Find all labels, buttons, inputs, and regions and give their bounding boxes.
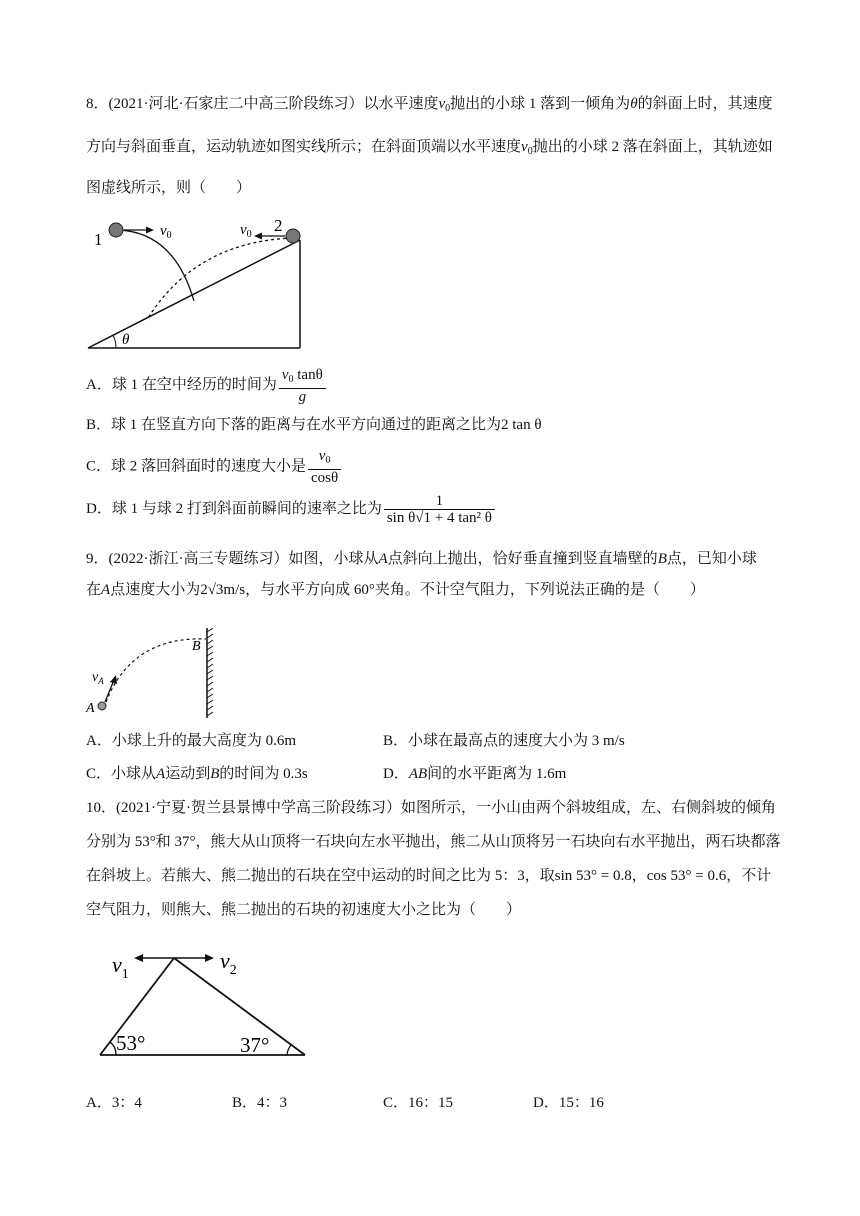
q9-option-d[interactable] bbox=[383, 764, 566, 784]
v2-label: $v_2$ bbox=[220, 948, 237, 978]
fraction-denominator: sin θ√1 + 4 tan² θ bbox=[386, 510, 492, 527]
q9-text: 点斜向上抛出，恰好垂直撞到竖直墙壁的 bbox=[387, 551, 658, 567]
v0-subscript: 0 bbox=[445, 103, 451, 114]
q8-v0-label-2: $v_0$ bbox=[240, 222, 252, 240]
q8-option-d[interactable] bbox=[86, 490, 497, 528]
ball-1 bbox=[109, 223, 123, 237]
q8-text: 抛出的小球 2 落在斜面上，其轨迹如 bbox=[532, 139, 773, 155]
q10-stem-line4: 空气阻力，则熊大、熊二抛出的石块的初速度大小之比为（ ） bbox=[86, 902, 522, 918]
q8-text: 的斜面上时，其速度 bbox=[637, 96, 773, 112]
v0-subscript: 0 bbox=[288, 373, 294, 385]
option-text: 的时间为 0.3s bbox=[219, 766, 308, 782]
q9-option-b[interactable]: B．小球在最高点的速度大小为 3 m/s bbox=[383, 733, 625, 749]
q10-text: 在斜坡上。若熊大、熊二抛出的石块在空中运动的时间之比为 5：3，取 bbox=[86, 868, 555, 884]
point-a: A bbox=[101, 582, 111, 598]
point-a: A bbox=[156, 766, 166, 782]
q8-angle-label: θ bbox=[122, 332, 130, 348]
ball-2 bbox=[286, 229, 300, 243]
q10-option-b[interactable]: B．4：3 bbox=[232, 1095, 288, 1111]
option-text: 间的水平距离为 1.6m bbox=[427, 766, 567, 782]
point-a: A bbox=[378, 551, 388, 567]
q9-text: 9．(2022·浙江·高三专题练习）如图，小球从 bbox=[86, 551, 379, 567]
q8-figure bbox=[86, 214, 316, 354]
v1-label: $v_1$ bbox=[112, 952, 129, 982]
angle-53-label: 53° bbox=[116, 1031, 146, 1055]
q10-stem-line3: 在斜坡上。若熊大、熊二抛出的石块在空中运动的时间之比为 5：3，取sin 53° = 0.8，cos 53° = 0.6，不计 bbox=[86, 868, 772, 884]
option-text: 运动到 bbox=[165, 766, 211, 782]
option-text: C．小球从 bbox=[86, 766, 157, 782]
v0-symbol: v bbox=[318, 448, 326, 464]
option-expression: 2 tan θ bbox=[501, 417, 542, 433]
fraction-numerator: tanθ bbox=[297, 366, 323, 383]
ball-2-label: 2 bbox=[274, 216, 283, 235]
q9-text: 在 bbox=[86, 582, 102, 598]
q10-option-c[interactable]: C．16：15 bbox=[383, 1095, 454, 1111]
q10-figure bbox=[96, 944, 316, 1060]
q9-text: 点，已知小球 bbox=[666, 551, 757, 567]
q8-option-a[interactable] bbox=[86, 366, 328, 405]
v0-subscript: 0 bbox=[527, 146, 533, 157]
speed-value: 2√3m/s bbox=[200, 582, 246, 598]
cos53-value: cos 53° = 0.6 bbox=[646, 868, 727, 884]
option-text: D． bbox=[383, 766, 409, 782]
fraction bbox=[308, 448, 341, 486]
v0-symbol: v bbox=[281, 366, 289, 383]
q9-stem-line2 bbox=[86, 580, 705, 600]
sin53-value: sin 53° = 0.8 bbox=[554, 868, 632, 884]
q10-text: ，不计 bbox=[726, 868, 772, 884]
option-text: B．球 1 在竖直方向下落的距离与在水平方向通过的距离之比为 bbox=[86, 417, 502, 433]
point-b: B bbox=[657, 551, 667, 567]
q9-point-a-label: A bbox=[86, 701, 95, 716]
q10-stem-line1: 10．(2021·宁夏·贺兰县景博中学高三阶段练习）如图所示，一小山由两个斜坡组成，左、右侧斜坡的倾角 bbox=[86, 800, 776, 816]
q9-stem-line1 bbox=[86, 549, 757, 569]
q9-option-a[interactable]: A．小球上升的最大高度为 0.6m bbox=[86, 733, 297, 749]
option-text: A．球 1 在空中经历的时间为 bbox=[86, 377, 277, 393]
option-text: C．球 2 落回斜面时的速度大小是 bbox=[86, 458, 307, 475]
q8-option-b[interactable] bbox=[86, 415, 542, 435]
v0-symbol: v bbox=[521, 139, 528, 155]
q9-ball bbox=[98, 702, 106, 710]
q9-point-b-label: B bbox=[192, 639, 201, 654]
option-text: D．球 1 与球 2 打到斜面前瞬间的速率之比为 bbox=[86, 501, 382, 517]
fraction bbox=[384, 493, 495, 526]
angle-37-label: 37° bbox=[240, 1033, 270, 1057]
q9-text: 点速度大小为 bbox=[110, 582, 201, 598]
point-b: B bbox=[210, 766, 220, 782]
v0-subscript: 0 bbox=[325, 455, 331, 466]
q8-text: 抛出的小球 1 落到一倾角为 bbox=[450, 96, 631, 112]
q9-text: ，与水平方向成 60°夹角。不计空气阻力，下列说法正确的是（ ） bbox=[245, 582, 705, 598]
q8-stem-line3: 图虚线所示，则（ ） bbox=[86, 180, 252, 196]
q8-stem-line1 bbox=[86, 94, 773, 119]
fraction-denominator: cosθ bbox=[311, 470, 339, 486]
fraction-denominator: g bbox=[298, 388, 307, 405]
q9-option-c[interactable] bbox=[86, 764, 308, 784]
ball-1-label: 1 bbox=[94, 230, 103, 249]
v0-symbol: v bbox=[438, 96, 446, 112]
q8-stem-line2 bbox=[86, 137, 773, 162]
q8-v0-label-1: $v_0$ bbox=[160, 223, 172, 241]
fraction-numerator: 1 bbox=[384, 493, 495, 510]
q8-text: 8．(2021·河北·石家庄二中高三阶段练习）以水平速度 bbox=[86, 96, 439, 112]
theta-symbol: θ bbox=[630, 96, 638, 112]
q10-stem-line2: 分别为 53°和 37°，熊大从山顶将一石块向左水平抛出，熊二从山顶将另一石块向右水平抛出，两石块都落 bbox=[86, 834, 781, 850]
q8-option-c[interactable] bbox=[86, 448, 343, 486]
q10-option-d[interactable]: D．15：16 bbox=[533, 1095, 604, 1111]
q8-text: 方向与斜面垂直，运动轨迹如图实线所示；在斜面顶端以水平速度 bbox=[86, 139, 522, 155]
segment-ab: AB bbox=[408, 766, 428, 782]
q10-option-a[interactable]: A．3：4 bbox=[86, 1095, 142, 1111]
fraction bbox=[279, 367, 326, 405]
q9-va-label: $v_A$ bbox=[92, 670, 104, 686]
q9-figure bbox=[86, 626, 226, 726]
